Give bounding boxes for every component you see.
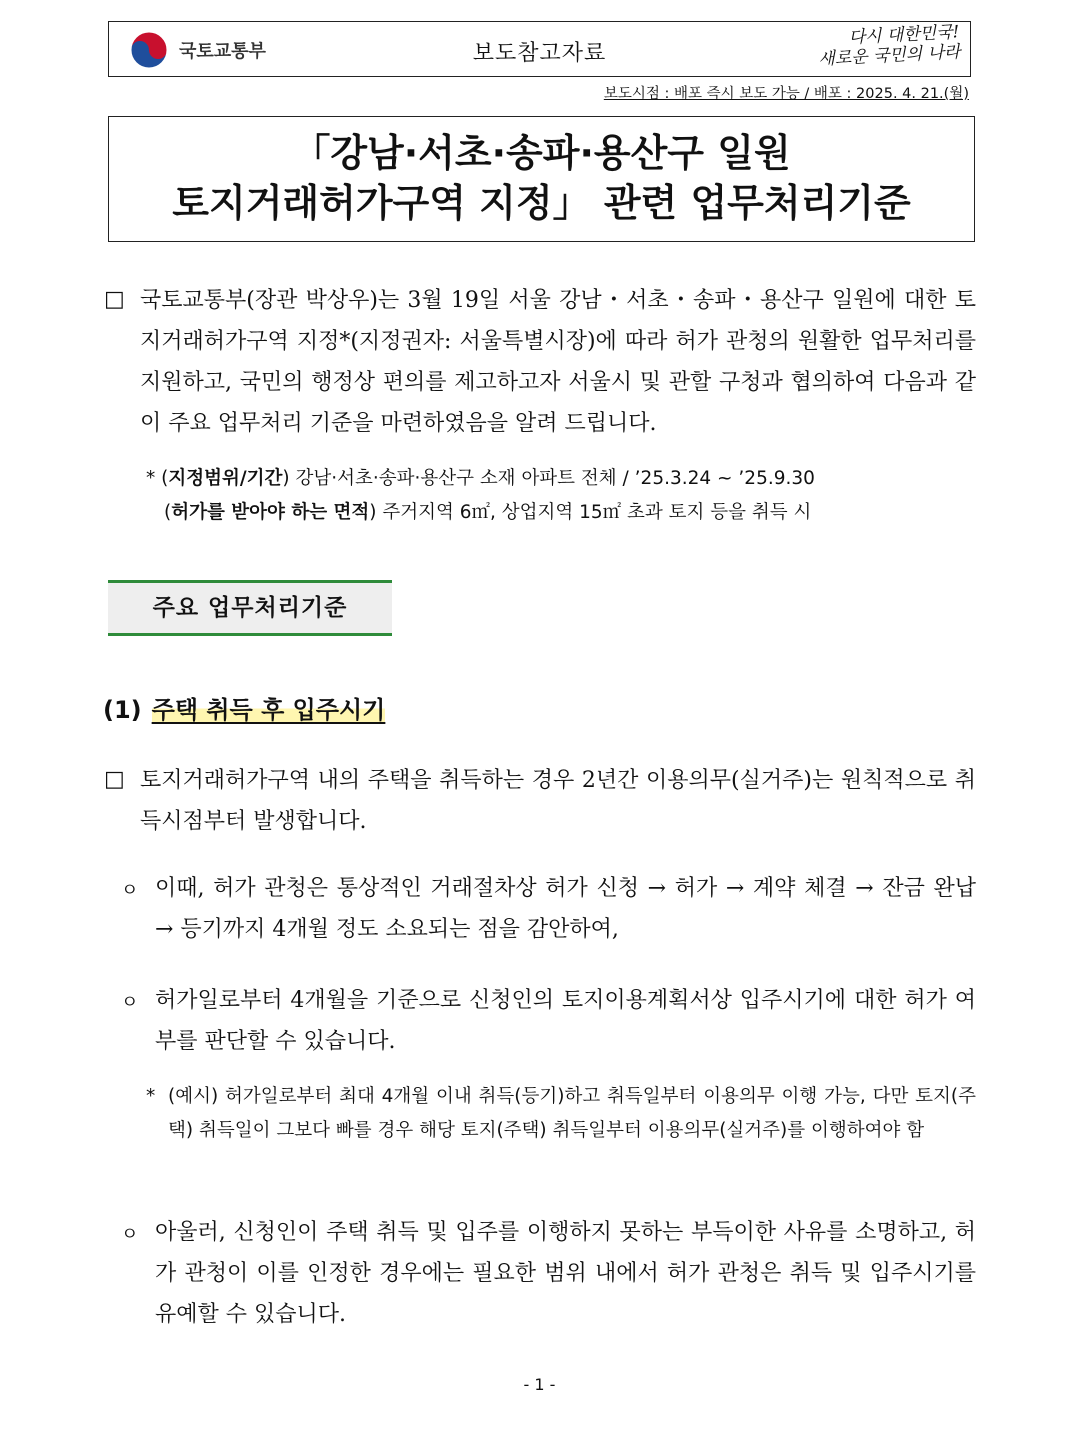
note1-text1: 강남·서초·송파·용산구 소재 아파트 전체 / ’25.3.24 ~ ’25.9.30 (295, 468, 815, 489)
para2-marker: □ (104, 767, 125, 792)
note1-text2: 주거지역 6㎡, 상업지역 15㎡ 초과 토지 등을 취득 시 (382, 502, 812, 523)
ministry-name: 국토교통부 (179, 41, 266, 62)
note1-label1: 지정범위/기간 (168, 468, 283, 489)
release-info: 보도시점 : 배포 즉시 보도 가능 / 배포 : 2025. 4. 21.(월) (603, 86, 969, 102)
bullet1-marker: ㅇ (121, 880, 139, 901)
para2: 토지거래허가구역 내의 주택을 취득하는 경우 2년간 이용의무(실거주)는 원칙적으로 취득시점부터 발생합니다. (140, 768, 976, 834)
bullet2-marker: ㅇ (121, 992, 139, 1013)
note1-label2: 허가를 받아야 하는 면적 (171, 502, 370, 523)
slogan-line1: 다시 대한민국! (848, 22, 960, 48)
title-line2: 토지거래허가구역 지정」 관련 업무처리기준 (172, 181, 911, 225)
note2-marker: * (146, 1086, 156, 1107)
bullet2: 허가일로부터 4개월을 기준으로 신청인의 토지이용계획서상 입주시기에 대한 허가 여부를 판단할 수 있습니다. (155, 988, 976, 1054)
section-title: 주요 업무처리기준 (108, 580, 392, 636)
title-line1: 「강남·서초·송파·용산구 일원 (292, 131, 791, 175)
note1-line1: * (지정범위/기간) 강남·서초·송파·용산구 소재 아파트 전체 / ’25.3.24 ~ ’25.9.30 (146, 468, 815, 489)
subsection-title: 주택 취득 후 입주시기 (151, 696, 386, 724)
bullet1: 이때, 허가 관청은 통상적인 거래절차상 허가 신청 → 허가 → 계약 체결 → 잔금 완납 → 등기까지 4개월 정도 소요되는 점을 감안하여, (155, 876, 976, 942)
slogan-line2: 새로운 국민의 나라 (817, 42, 961, 70)
subsection-heading (103, 690, 385, 725)
intro-marker: □ (104, 287, 125, 312)
note1-marker: * (146, 468, 156, 489)
title-box (108, 116, 975, 242)
doc-type: 보도참고자료 (472, 41, 607, 66)
bullet3: 아울러, 신청인이 주택 취득 및 입주를 이행하지 못하는 부득이한 사유를 소명하고, 허가 관청이 이를 인정한 경우에는 필요한 범위 내에서 허가 관청은 취득 및 입주시기를 유예할 수 있습니다. (155, 1220, 976, 1327)
bullet3-marker: ㅇ (121, 1224, 139, 1245)
note1 (146, 462, 976, 530)
page-number: - 1 - (523, 1375, 556, 1394)
note1-line2: (허가를 받아야 하는 면적) 주거지역 6㎡, 상업지역 15㎡ 초과 토지 등을 취득 시 (164, 502, 812, 523)
subsection-number: (1) (103, 696, 142, 724)
note2: (예시) 허가일로부터 최대 4개월 이내 취득(등기)하고 취득일부터 이용의무 이행 가능, 다만 토지(주택) 취득일이 그보다 빠를 경우 해당 토지(주택) 취득일부터 이용의무(실거주)를 이행하여야 함 (168, 1086, 976, 1141)
intro-paragraph: 국토교통부(장관 박상우)는 3월 19일 서울 강남・서초・송파・용산구 일원에 대한 토지거래허가구역 지정*(지정권자: 서울특별시장)에 따라 허가 관청의 원활한 업무처리를 지원하고, 국민의 행정상 편의를 제고하고자 서울시 및 관할 구청과 협의하여 다음과 같이 주요 업무처리 기준을 마련하였음을 알려 드립니다. (140, 288, 976, 436)
header-box (108, 21, 971, 77)
